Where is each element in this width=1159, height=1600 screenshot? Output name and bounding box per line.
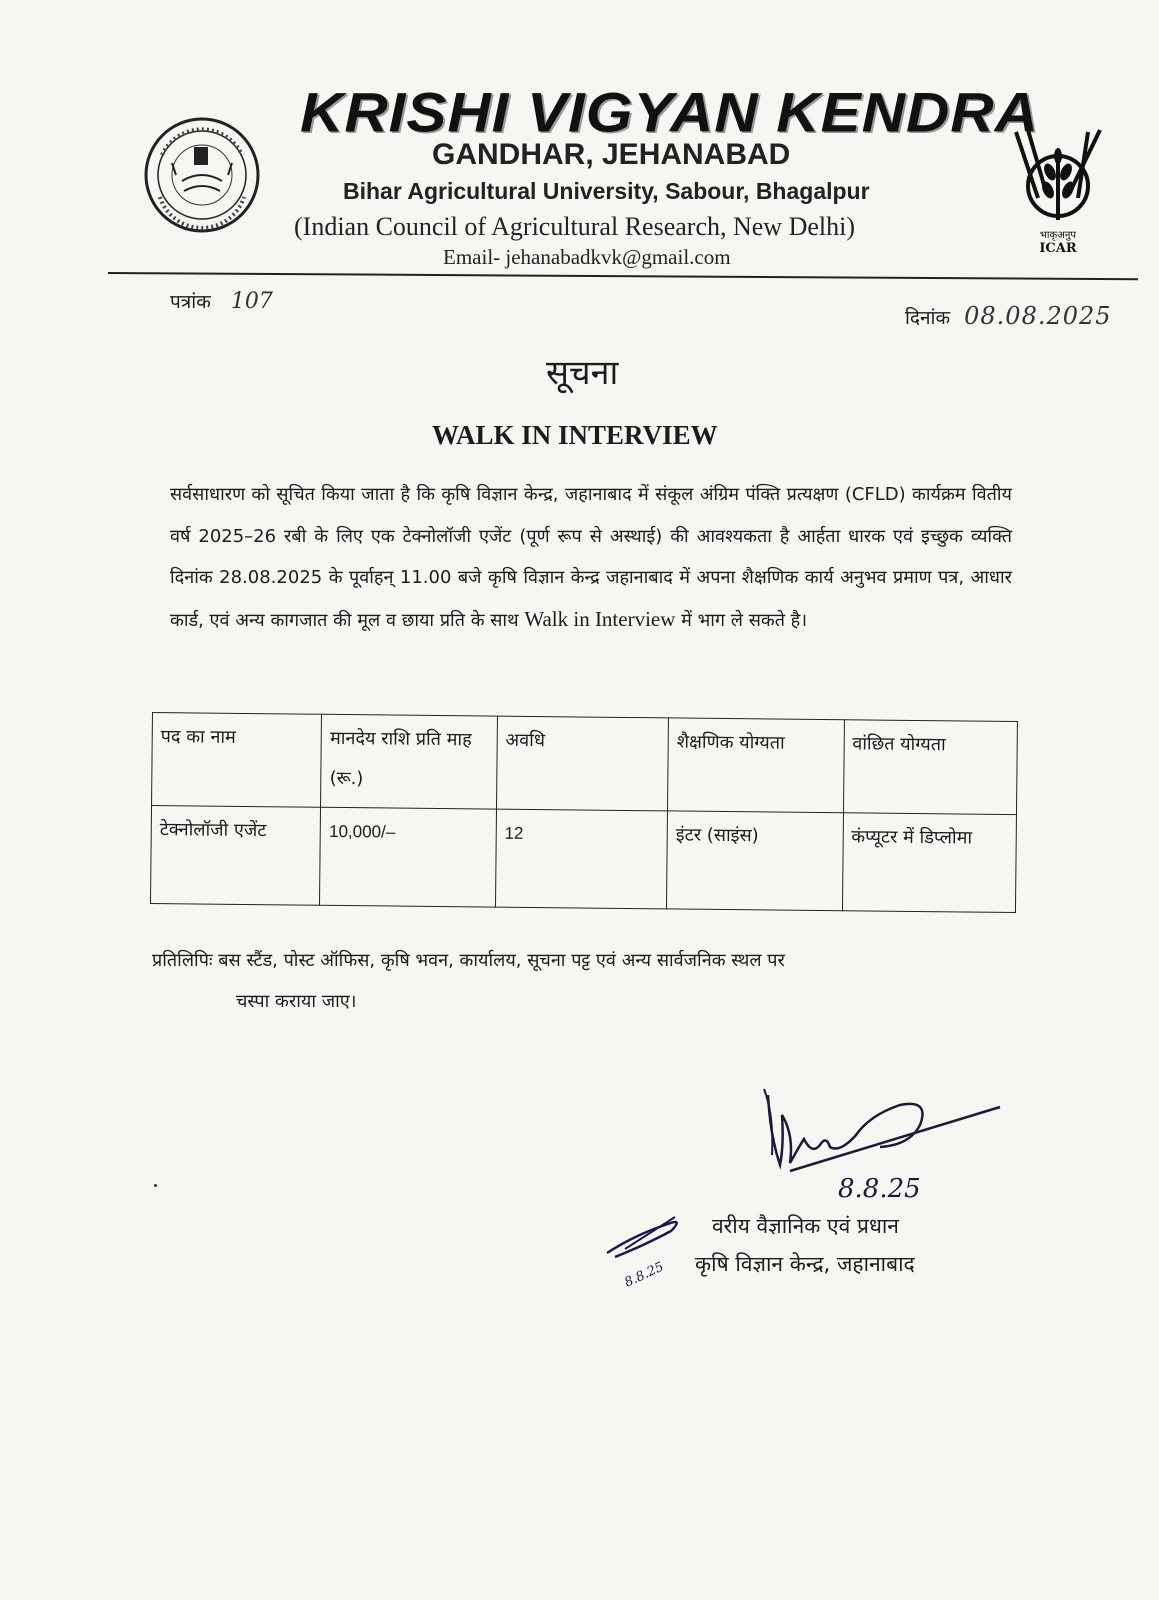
paragraph-text: सर्वसाधारण को सूचित किया जाता है कि कृषि विज्ञान केन्द्र, जहानाबाद में संकूल अंग्रिम पंक्ति प्रत्यक्षण (CFLD) कार्यक्रम वितीय वर्ष 2025–26 रबी के लिए एक टेक्नोलॉजी एजेंट (पूर्ण रूप से अस्थाई) की आवश्यकता है आर्हता धारक एवं इच्छुक व्यक्ति दिनांक 28.08.2025 के पूर्वाहन् 11.00 बजे कृषि विज्ञान केन्द्र जहानाबाद में अपना शैक्षणिक कार्य अनुभव प्रमाण पत्र, आधार कार्ड, एवं अन्य कागजात की मूल व छाया प्रति के साथ (170, 484, 1012, 631)
cell-honorarium: 10,000/– (320, 807, 496, 907)
copy-to-line-2: चस्पा कराया जाए। (236, 991, 357, 1012)
date-value: 08.08.2025 (964, 302, 1112, 330)
reference-value: 107 (230, 289, 273, 314)
email-address: Email- jehanabadkvk@gmail.com (443, 245, 731, 269)
issue-date (905, 302, 1112, 330)
kvk-location: GANDHAR, JEHANABAD (432, 138, 791, 171)
date-label: दिनांक (905, 307, 951, 329)
cell-qualification: इंटर (साइंस) (667, 811, 843, 911)
reference-number (170, 288, 273, 314)
vacancy-table (150, 712, 1018, 913)
svg-text:भाकृअनुप: भाकृअनुप (1039, 230, 1077, 241)
signatory-designation: वरीय वैज्ञानिक एवं प्रधान (712, 1214, 899, 1238)
svg-text:ICAR: ICAR (1039, 241, 1077, 256)
table-header-row (152, 713, 1018, 815)
header-desired-qualification: वांछित योग्यता (843, 720, 1017, 815)
notice-heading: सूचना (546, 353, 619, 393)
header-honorarium: मानदेय राशि प्रति माह (रू.) (321, 714, 497, 809)
cell-desired-qualification: कंप्यूटर में डिप्लोमा (842, 813, 1016, 913)
copy-to-section (152, 940, 1010, 1022)
walk-in-heading: WALK IN INTERVIEW (432, 420, 718, 450)
reference-label: पत्रांक (170, 291, 211, 313)
paragraph-walkin: Walk in Interview (524, 606, 676, 631)
university-seal-logo (142, 115, 262, 235)
notice-paragraph (170, 474, 1012, 641)
header-qualification: शैक्षणिक योग्यता (668, 718, 844, 813)
svg-text:8.8.25: 8.8.25 (838, 1174, 921, 1204)
svg-text:8.8.25: 8.8.25 (622, 1259, 667, 1291)
kvk-title: KRISHI VIGYAN KENDRA (300, 81, 1039, 144)
speck (154, 1184, 157, 1187)
header-post-name: पद का नाम (152, 713, 322, 808)
university-name: Bihar Agricultural University, Sabour, Bhagalpur (343, 178, 870, 204)
cell-duration: 12 (495, 809, 667, 909)
table-row (150, 806, 1016, 913)
header-divider (108, 272, 1138, 280)
paragraph-end: में भाग ले सकते है। (675, 609, 808, 631)
icar-logo (1008, 128, 1108, 258)
council-name: (Indian Council of Agricultural Research, New Delhi) (294, 212, 855, 241)
cell-post-name: टेक्नोलॉजी एजेंट (150, 806, 320, 906)
signatory-office: कृषि विज्ञान केन्द्र, जहानाबाद (695, 1252, 915, 1276)
header-duration: अवधि (496, 716, 668, 811)
signature-image (760, 1075, 1010, 1205)
copy-to-line: प्रतिलिपिः बस स्टैंड, पोस्ट ऑफिस, कृषि भवन, कार्यालय, सूचना पट्ट एवं अन्य सार्वजनिक स्थल पर (152, 950, 785, 971)
